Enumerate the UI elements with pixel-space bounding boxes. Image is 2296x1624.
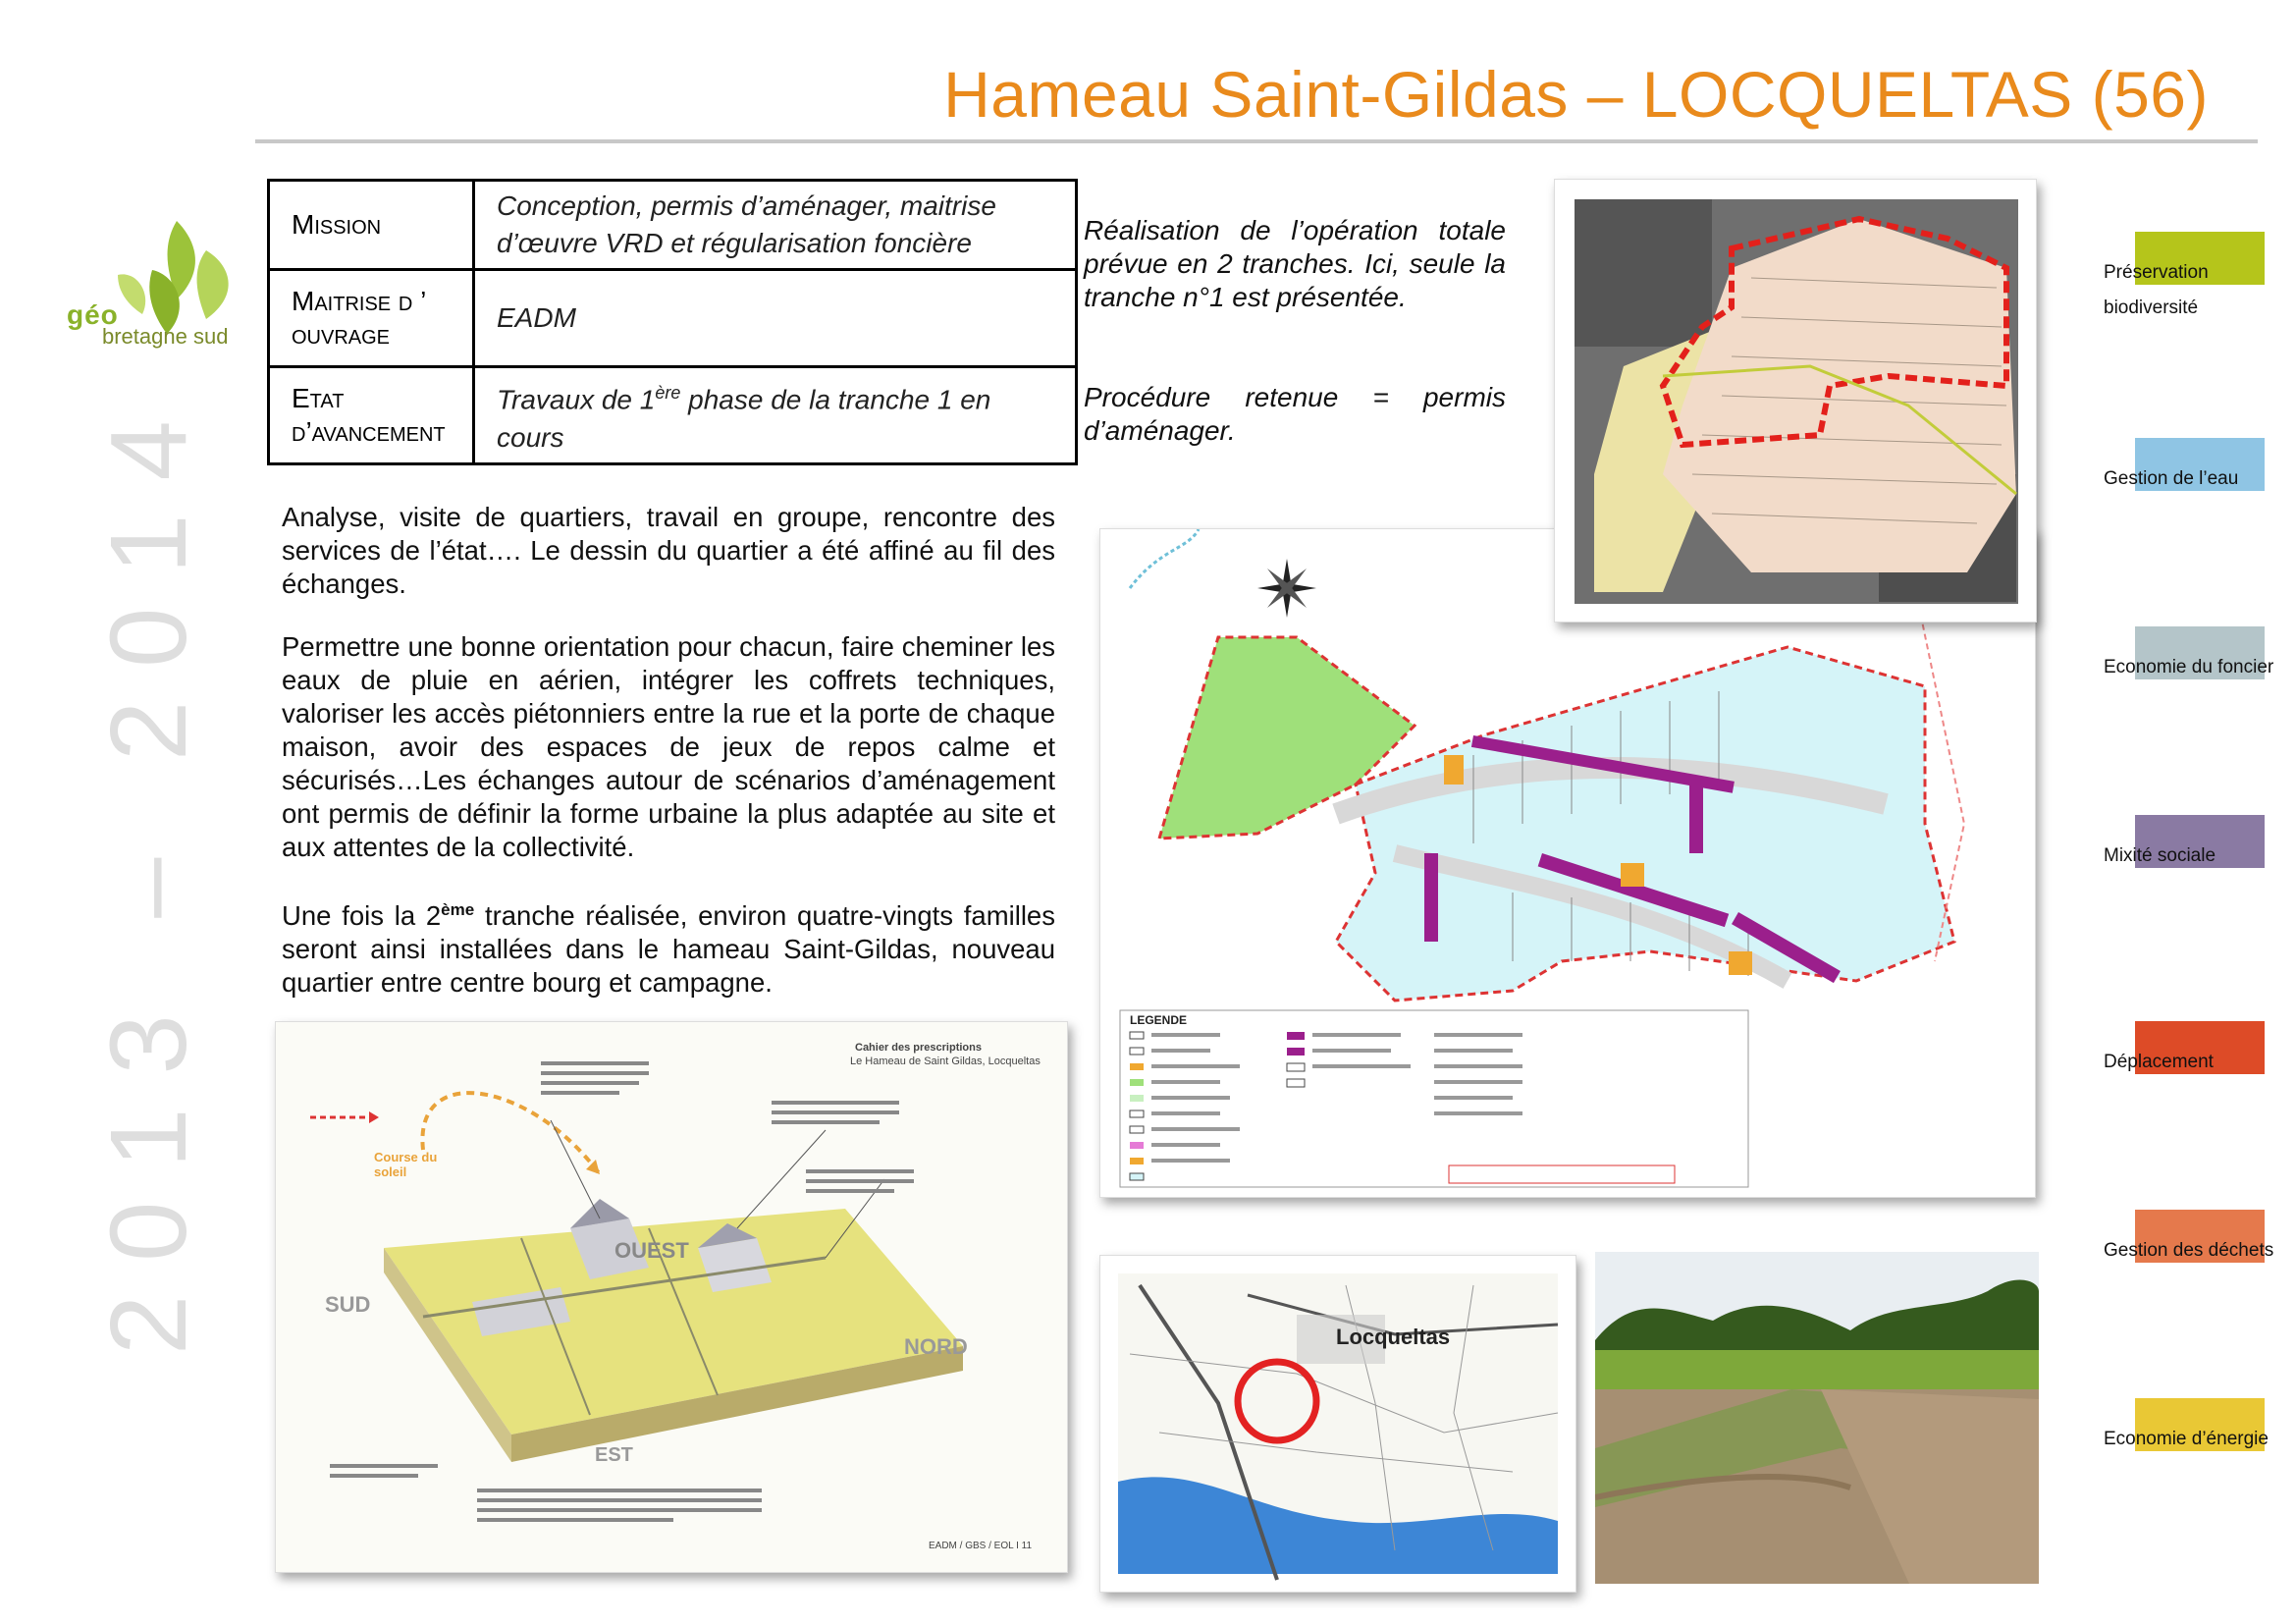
mission-value: Conception, permis d’aménager, maitrise d’œuvre VRD et régularisation foncière [474, 181, 1077, 270]
mission-row [269, 181, 1077, 270]
procedure-text: Procédure retenue = permis d’aménager. [1084, 382, 1506, 446]
plan-legend-title: LEGENDE [1130, 1013, 1188, 1027]
legend-label-dechets: Gestion des déchets [2104, 1240, 2274, 1261]
legend-label-biodiversite-2: biodiversité [2104, 298, 2199, 318]
location-map-drawing [1100, 1256, 1575, 1592]
realisation-text: Réalisation de l’opération totale prévue en 2 tranches. Ici, seule la tranche n°1 est présentée. [1084, 215, 1506, 312]
theme-legend [2104, 232, 2296, 1469]
sketch-nord: NORD [904, 1334, 968, 1359]
sketch-header-1: Cahier des prescriptions [855, 1042, 982, 1054]
etat-avancement-row [269, 367, 1077, 464]
years-watermark: 2013 – 2014 [88, 387, 209, 1355]
paragraph-orientation: Permettre une bonne orientation pour chacun, faire cheminer les eaux de pluie en aérien, intégrer les coffrets techniques, valoriser les accès piétonniers entre la rue et la porte de chaque maison, avoir des espaces de jeux de repos calme et sécurisés…Les échanges autour de scénarios d’aménagement ont permis de définir la forme urbaine la plus adaptée au site et aux attentes de la collectivité. [282, 631, 1055, 862]
aerial-photo-image [1554, 179, 2037, 623]
sketch-sud: SUD [325, 1292, 371, 1317]
legend-label-eau: Gestion de l’eau [2104, 468, 2239, 489]
project-info-table [267, 179, 1078, 465]
sketch-header-2: Le Hameau de Saint Gildas, Locqueltas [850, 1056, 1041, 1067]
field-photo-image [1595, 1252, 2039, 1584]
legend-label-biodiversite: Préservation [2104, 262, 2209, 283]
sketch-footer: EADM / GBS / EOL I 11 [929, 1541, 1033, 1551]
sketch-ouest: OUEST [614, 1238, 689, 1263]
maitrise-ouvrage-row [269, 270, 1077, 367]
logo-text-region: bretagne sud [102, 324, 229, 349]
logo-text-geo: géo [67, 299, 119, 330]
legend-label-foncier: Economie du foncier [2104, 657, 2274, 677]
sketch-est: EST [595, 1444, 633, 1466]
field-photo-drawing [1595, 1252, 2039, 1584]
etat-avancement-label: Etat d’avancement [269, 367, 474, 464]
site-plan-drawing [1100, 529, 2035, 1197]
sketch-drawing [276, 1022, 1067, 1572]
page-title: Hameau Saint-Gildas – LOCQUELTAS (56) [943, 58, 2209, 131]
prescriptions-sketch-image [275, 1021, 1068, 1573]
mission-label: Mission [269, 181, 474, 270]
legend-label-energie: Economie d’énergie [2104, 1429, 2269, 1449]
aerial-photo-drawing [1555, 180, 2036, 622]
sketch-course-soleil: Course du soleil [374, 1150, 438, 1179]
location-map-image [1099, 1255, 1576, 1593]
etat-avancement-value: Travaux de 1ère phase de la tranche 1 en cours [474, 367, 1077, 464]
map-town-label: Locqueltas [1336, 1325, 1451, 1349]
site-plan-image [1099, 528, 2036, 1198]
maitrise-ouvrage-value: EADM [474, 270, 1077, 367]
maitrise-ouvrage-label: Maitrise d ’ ouvrage [269, 270, 474, 367]
title-divider [255, 139, 2258, 143]
legend-label-mixite: Mixité sociale [2104, 845, 2216, 866]
paragraph-analysis: Analyse, visite de quartiers, travail en groupe, rencontre des services de l’état…. Le dessin du quartier a été affiné au fil des échanges. [282, 502, 1055, 599]
paragraph-families: Une fois la 2ème tranche réalisée, environ quatre-vingts familles seront ainsi installées dans le hameau Saint-Gildas, nouveau quartier entre centre bourg et campagne. [282, 900, 1055, 999]
legend-label-deplacement: Déplacement [2104, 1052, 2214, 1072]
